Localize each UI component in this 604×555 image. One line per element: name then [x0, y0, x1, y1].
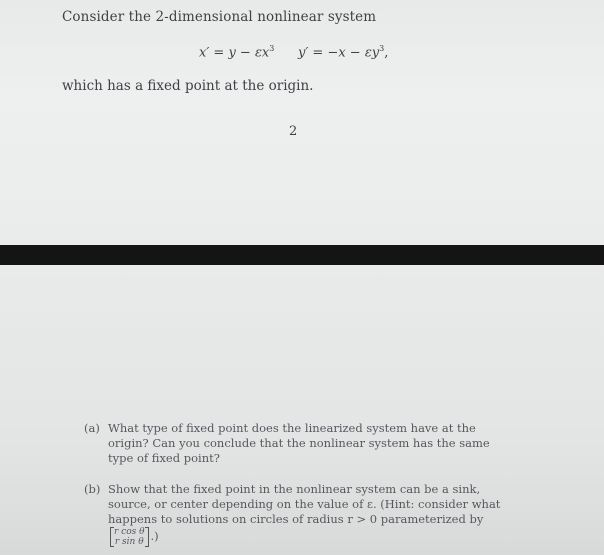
- equation-x-prime: $x' = y - \varepsilon x^3$: [199, 44, 275, 61]
- page-divider: [0, 245, 604, 265]
- vector-bottom-entry: r sin θ: [114, 537, 144, 547]
- part-a-label: (a): [84, 421, 100, 435]
- page-number: 2: [289, 124, 298, 139]
- fixed-point-sentence: which has a fixed point at the origin.: [62, 78, 314, 94]
- question-part-b: [84, 482, 514, 547]
- equation-y-prime: $y' = -x - \varepsilon y^3$,: [298, 44, 389, 61]
- part-a-text: What type of fixed point does the linearized system have at the origin? Can you conclude that the nonlinear system has the same type of fixed point?: [108, 421, 490, 465]
- vector-top-entry: r cos θ: [114, 527, 145, 537]
- part-b-body: [84, 482, 514, 547]
- parameterization-vector: [110, 527, 149, 547]
- page-top: [0, 0, 604, 245]
- part-b-text: Show that the fixed point in the nonlinear system can be a sink, source, or center depending on the value of ε. (Hint: consider what happens to solutions on circles of radius r > 0 parameterized by: [108, 482, 501, 526]
- question-part-a: [84, 421, 514, 466]
- part-b-tail: .): [150, 529, 159, 543]
- intro-sentence: Consider the 2-dimensional nonlinear system: [62, 9, 377, 25]
- part-b-label: (b): [84, 482, 101, 496]
